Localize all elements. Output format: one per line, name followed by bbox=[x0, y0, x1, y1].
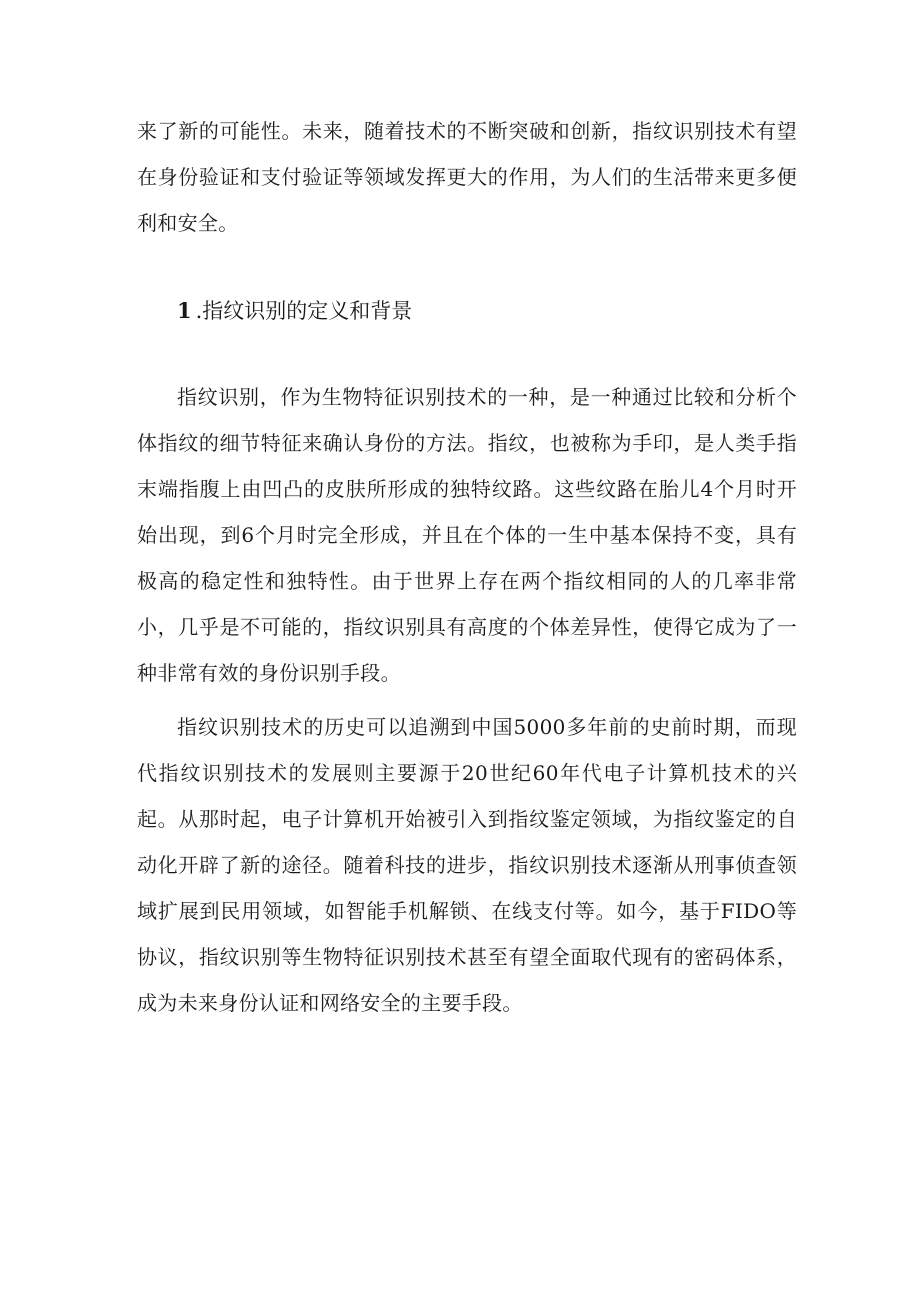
continuation-paragraph: 来了新的可能性。未来，随着技术的不断突破和创新，指纹识别技术有望在身份验证和支付验证等领域发挥更大的作用，为人们的生活带来更多便利和安全。 bbox=[137, 119, 797, 235]
paragraph-spacer bbox=[137, 696, 797, 704]
section-title: .指纹识别的定义和背景 bbox=[195, 299, 413, 323]
document-body bbox=[137, 108, 797, 1026]
body-paragraph-history: 指纹识别技术的历史可以追溯到中国5000多年前的史前时期，而现代指纹识别技术的发展则主要源于20世纪60年代电子计算机技术的兴起。从那时起，电子计算机开始被引入到指纹鉴定领域，为指纹鉴定的自动化开辟了新的途径。随着科技的进步，指纹识别技术逐渐从刑事侦查领域扩展到民用领域，如智能手机解锁、在线支付等。如今，基于FIDO等协议，指纹识别等生物特征识别技术甚至有望全面取代现有的密码体系，成为未来身份认证和网络安全的主要手段。 bbox=[137, 715, 797, 1015]
body-paragraph-definition: 指纹识别，作为生物特征识别技术的一种，是一种通过比较和分析个体指纹的细节特征来确认身份的方法。指纹，也被称为手印，是人类手指末端指腹上由凹凸的皮肤所形成的独特纹路。这些纹路在胎儿4个月时开始出现，到6个月时完全形成，并且在个体的一生中基本保持不变，具有极高的稳定性和独特性。由于世界上存在两个指纹相同的人的几率非常小，几乎是不可能的，指纹识别具有高度的个体差异性，使得它成为了一种非常有效的身份识别手段。 bbox=[137, 385, 797, 685]
section-heading bbox=[137, 288, 797, 334]
section-number: 1 bbox=[177, 298, 192, 323]
